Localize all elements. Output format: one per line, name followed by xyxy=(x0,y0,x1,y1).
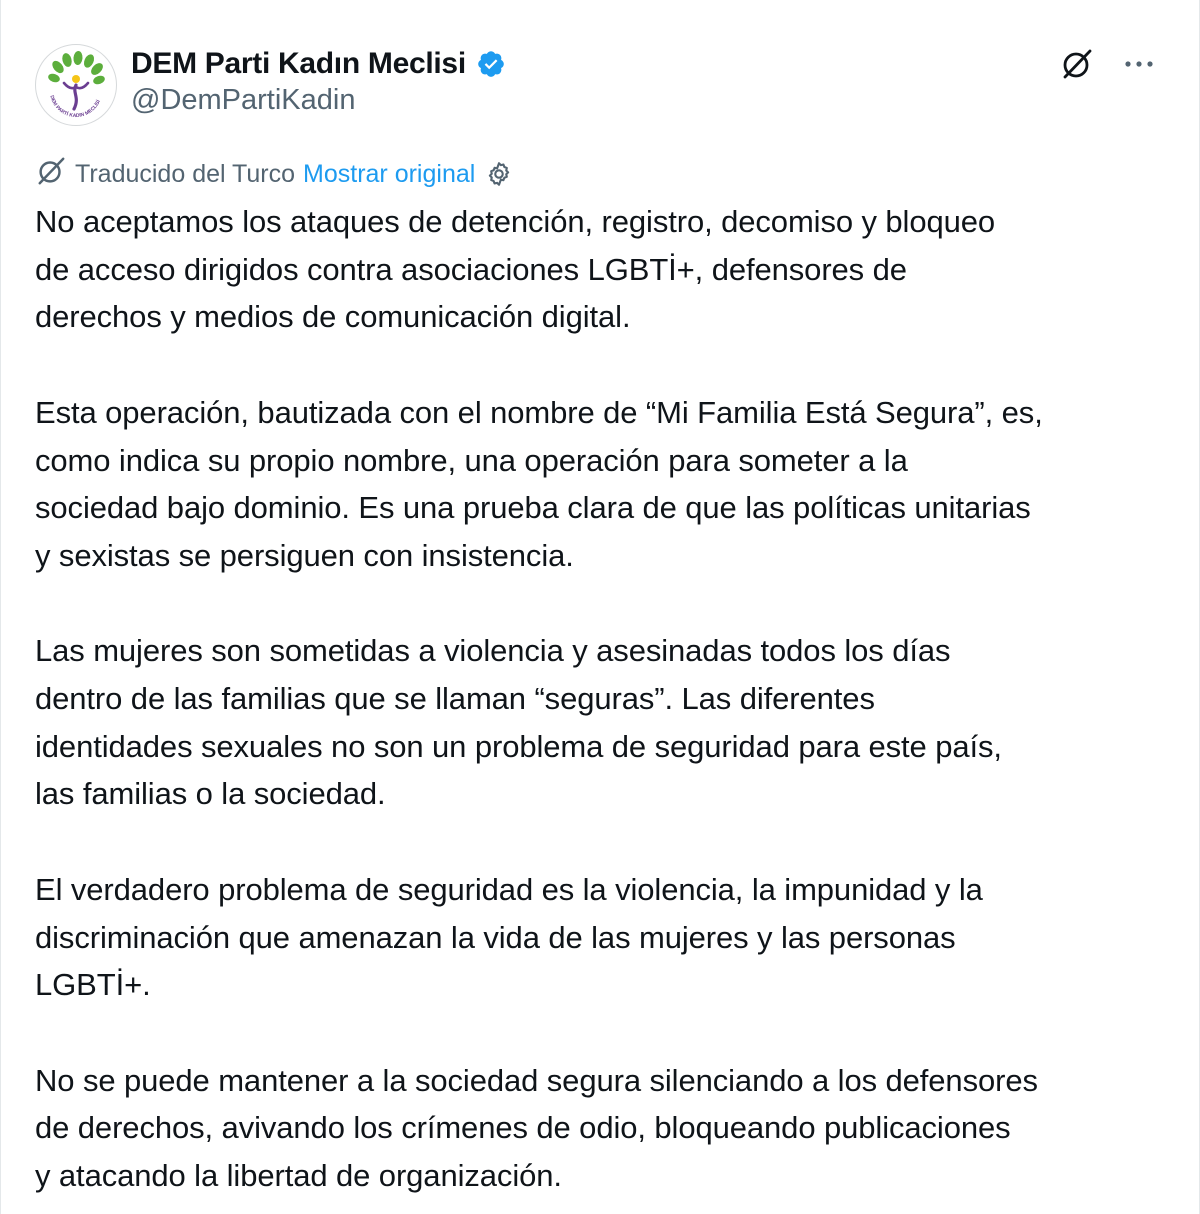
account-handle[interactable]: @DemPartiKadin xyxy=(131,84,356,116)
verified-badge-icon[interactable] xyxy=(476,49,506,79)
tweet-paragraph: El verdadero problema de seguridad es la violencia, la impunidad y la discriminación que amenazan la vida de las mujeres y las personas LGBTİ+. xyxy=(35,871,983,1003)
header-actions xyxy=(1057,44,1159,84)
tweet-paragraph: Las mujeres son sometidas a violencia y asesinadas todos los días dentro de las familias que se llaman “seguras”. Las diferentes identidades sexuales no son un problema de seguridad para este país, las familias o la sociedad. xyxy=(35,633,1002,812)
tweet-paragraph: No aceptamos los ataques de detención, registro, decomiso y bloqueo de acceso dirigidos contra asociaciones LGBTİ+, defensores de derechos y medios de comunicación digital. xyxy=(35,204,996,335)
tweet-paragraph: No se puede mantener a la sociedad segura silenciando a los defensores de derechos, avivando los crímenes de odio, bloqueando publicaciones y atacando la libertad de organización. xyxy=(35,1062,1038,1193)
display-name[interactable]: DEM Parti Kadın Meclisi xyxy=(131,47,466,80)
more-options-icon[interactable] xyxy=(1119,44,1159,84)
translated-from-label: Traducido del Turco xyxy=(75,159,296,188)
tweet-paragraph: Esta operación, bautizada con el nombre de “Mi Familia Está Segura”, es, como indica su propio nombre, una operación para someter a la sociedad bajo dominio. Es una prueba clara de que las políticas unitarias y sexistas se persiguen con insistencia. xyxy=(35,394,1043,573)
translation-bar xyxy=(35,156,513,192)
grok-translate-icon[interactable] xyxy=(1057,44,1097,84)
show-original-link[interactable]: Mostrar original xyxy=(303,159,476,188)
dem-parti-logo xyxy=(36,45,116,125)
tweet-header xyxy=(1,0,1199,150)
tweet-text xyxy=(35,198,1175,1200)
name-row xyxy=(131,44,506,84)
avatar[interactable] xyxy=(35,44,117,126)
svg-text:DEM PARTİ KADIN MECLİSİ: DEM PARTİ KADIN MECLİSİ xyxy=(48,94,102,120)
grok-translate-small-icon xyxy=(35,155,67,194)
gear-icon[interactable] xyxy=(485,160,513,188)
